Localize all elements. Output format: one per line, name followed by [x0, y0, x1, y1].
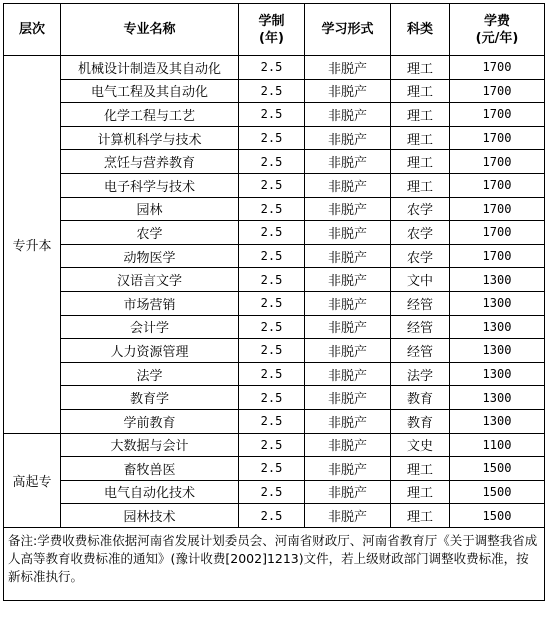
- table-body: [4, 56, 545, 528]
- major-cell: 化学工程与工艺: [61, 103, 239, 127]
- header-duration: 学制 (年): [239, 4, 305, 56]
- form-cell: 非脱产: [305, 268, 391, 292]
- table-row: [4, 126, 545, 150]
- category-cell: 经管: [391, 291, 450, 315]
- footnote: 备注:学费收费标准依据河南省发展计划委员会、河南省财政厅、河南省教育厅《关于调整我省成人高等教育收费标准的通知》(豫计收费[2002]1213)文件，若上级财政部门调整收费标准，按新标准执行。: [3, 528, 545, 601]
- duration-cell: 2.5: [239, 362, 305, 386]
- header-level: 层次: [4, 4, 61, 56]
- table-row: [4, 221, 545, 245]
- major-cell: 人力资源管理: [61, 339, 239, 363]
- duration-cell: 2.5: [239, 480, 305, 504]
- fee-cell: 1300: [450, 362, 545, 386]
- category-cell: 农学: [391, 244, 450, 268]
- fee-cell: 1700: [450, 56, 545, 80]
- category-cell: 经管: [391, 315, 450, 339]
- table-row: [4, 291, 545, 315]
- header-fee: 学费 (元/年): [450, 4, 545, 56]
- level-cell: 专升本: [4, 56, 61, 434]
- form-cell: 非脱产: [305, 173, 391, 197]
- category-cell: 理工: [391, 480, 450, 504]
- form-cell: 非脱产: [305, 457, 391, 481]
- form-cell: 非脱产: [305, 221, 391, 245]
- major-cell: 园林技术: [61, 504, 239, 528]
- fee-cell: 1500: [450, 457, 545, 481]
- duration-cell: 2.5: [239, 339, 305, 363]
- fee-cell: 1700: [450, 79, 545, 103]
- category-cell: 教育: [391, 386, 450, 410]
- duration-cell: 2.5: [239, 221, 305, 245]
- form-cell: 非脱产: [305, 362, 391, 386]
- major-cell: 机械设计制造及其自动化: [61, 56, 239, 80]
- duration-cell: 2.5: [239, 173, 305, 197]
- duration-cell: 2.5: [239, 197, 305, 221]
- major-cell: 烹饪与营养教育: [61, 150, 239, 174]
- category-cell: 理工: [391, 79, 450, 103]
- form-cell: 非脱产: [305, 103, 391, 127]
- category-cell: 理工: [391, 56, 450, 80]
- category-cell: 理工: [391, 504, 450, 528]
- table-row: [4, 56, 545, 80]
- table-row: [4, 433, 545, 457]
- major-cell: 学前教育: [61, 409, 239, 433]
- major-cell: 法学: [61, 362, 239, 386]
- fee-cell: 1300: [450, 339, 545, 363]
- form-cell: 非脱产: [305, 197, 391, 221]
- fee-table: [3, 3, 545, 528]
- major-cell: 畜牧兽医: [61, 457, 239, 481]
- duration-cell: 2.5: [239, 409, 305, 433]
- table-row: [4, 339, 545, 363]
- category-cell: 经管: [391, 339, 450, 363]
- duration-cell: 2.5: [239, 315, 305, 339]
- table-header-row: [4, 4, 545, 56]
- header-form: 学习形式: [305, 4, 391, 56]
- major-cell: 大数据与会计: [61, 433, 239, 457]
- fee-cell: 1700: [450, 103, 545, 127]
- major-cell: 电子科学与技术: [61, 173, 239, 197]
- table-row: [4, 268, 545, 292]
- major-cell: 市场营销: [61, 291, 239, 315]
- duration-cell: 2.5: [239, 79, 305, 103]
- category-cell: 理工: [391, 103, 450, 127]
- form-cell: 非脱产: [305, 504, 391, 528]
- duration-cell: 2.5: [239, 150, 305, 174]
- table-row: [4, 103, 545, 127]
- major-cell: 园林: [61, 197, 239, 221]
- form-cell: 非脱产: [305, 56, 391, 80]
- category-cell: 法学: [391, 362, 450, 386]
- fee-cell: 1700: [450, 150, 545, 174]
- fee-cell: 1300: [450, 268, 545, 292]
- form-cell: 非脱产: [305, 339, 391, 363]
- duration-cell: 2.5: [239, 457, 305, 481]
- form-cell: 非脱产: [305, 480, 391, 504]
- duration-cell: 2.5: [239, 386, 305, 410]
- table-row: [4, 504, 545, 528]
- major-cell: 教育学: [61, 386, 239, 410]
- category-cell: 农学: [391, 221, 450, 245]
- fee-cell: 1500: [450, 504, 545, 528]
- header-category: 科类: [391, 4, 450, 56]
- fee-cell: 1500: [450, 480, 545, 504]
- form-cell: 非脱产: [305, 79, 391, 103]
- form-cell: 非脱产: [305, 409, 391, 433]
- table-row: [4, 197, 545, 221]
- category-cell: 理工: [391, 173, 450, 197]
- duration-cell: 2.5: [239, 291, 305, 315]
- header-major: 专业名称: [61, 4, 239, 56]
- table-row: [4, 173, 545, 197]
- duration-cell: 2.5: [239, 126, 305, 150]
- table-row: [4, 244, 545, 268]
- form-cell: 非脱产: [305, 386, 391, 410]
- level-cell: 高起专: [4, 433, 61, 527]
- table-row: [4, 150, 545, 174]
- category-cell: 农学: [391, 197, 450, 221]
- fee-cell: 1300: [450, 409, 545, 433]
- duration-cell: 2.5: [239, 56, 305, 80]
- fee-cell: 1700: [450, 221, 545, 245]
- form-cell: 非脱产: [305, 150, 391, 174]
- form-cell: 非脱产: [305, 433, 391, 457]
- category-cell: 理工: [391, 150, 450, 174]
- category-cell: 教育: [391, 409, 450, 433]
- form-cell: 非脱产: [305, 126, 391, 150]
- category-cell: 文中: [391, 268, 450, 292]
- major-cell: 汉语言文学: [61, 268, 239, 292]
- duration-cell: 2.5: [239, 433, 305, 457]
- table-row: [4, 409, 545, 433]
- table-row: [4, 362, 545, 386]
- fee-cell: 1700: [450, 197, 545, 221]
- category-cell: 文史: [391, 433, 450, 457]
- fee-cell: 1700: [450, 244, 545, 268]
- category-cell: 理工: [391, 457, 450, 481]
- major-cell: 电气自动化技术: [61, 480, 239, 504]
- duration-cell: 2.5: [239, 103, 305, 127]
- major-cell: 计算机科学与技术: [61, 126, 239, 150]
- duration-cell: 2.5: [239, 268, 305, 292]
- duration-cell: 2.5: [239, 244, 305, 268]
- table-row: [4, 79, 545, 103]
- fee-cell: 1100: [450, 433, 545, 457]
- form-cell: 非脱产: [305, 291, 391, 315]
- fee-cell: 1300: [450, 315, 545, 339]
- duration-cell: 2.5: [239, 504, 305, 528]
- table-row: [4, 315, 545, 339]
- table-row: [4, 480, 545, 504]
- fee-cell: 1300: [450, 291, 545, 315]
- major-cell: 动物医学: [61, 244, 239, 268]
- major-cell: 农学: [61, 221, 239, 245]
- fee-cell: 1700: [450, 173, 545, 197]
- table-row: [4, 386, 545, 410]
- fee-cell: 1700: [450, 126, 545, 150]
- fee-cell: 1300: [450, 386, 545, 410]
- major-cell: 电气工程及其自动化: [61, 79, 239, 103]
- form-cell: 非脱产: [305, 244, 391, 268]
- fee-table-container: [3, 3, 544, 601]
- major-cell: 会计学: [61, 315, 239, 339]
- table-row: [4, 457, 545, 481]
- form-cell: 非脱产: [305, 315, 391, 339]
- category-cell: 理工: [391, 126, 450, 150]
